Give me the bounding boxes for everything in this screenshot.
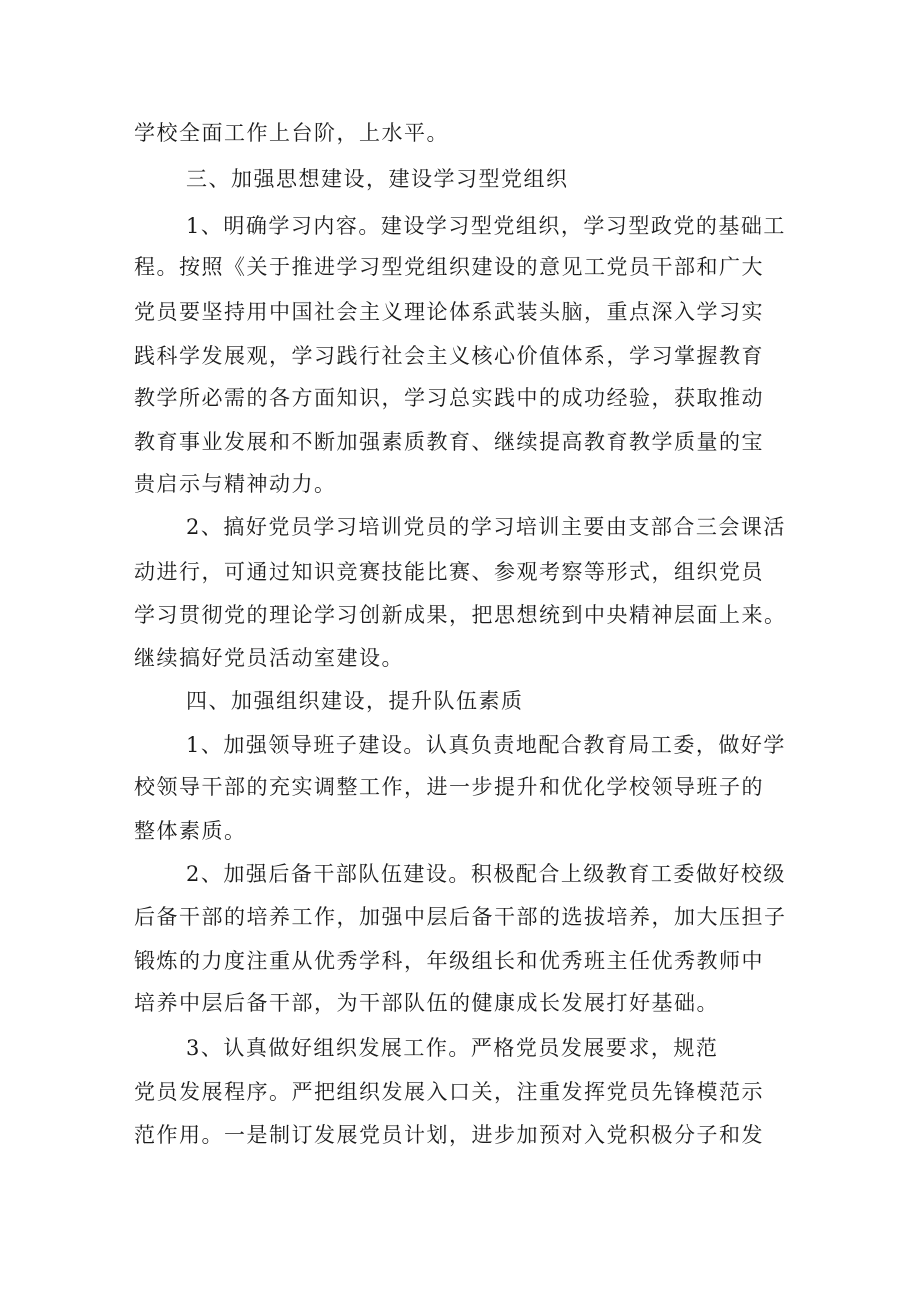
text-line: 继续搞好党员活动室建设。 — [134, 646, 404, 670]
text-line: 程。按照《关于推进学习型党组织建设的意见工党员干部和广大 — [134, 255, 764, 279]
text-line: 范作用。一是制订发展党员计划，进步加预对入党积极分子和发 — [134, 1123, 764, 1147]
section-heading: 三、加强思想建设，建设学习型党组织 — [186, 167, 569, 191]
text-line: 后备干部的培养工作，加强中层后备干部的选拔培养，加大压担子 — [134, 905, 787, 929]
text-line: 党员发展程序。严把组织发展入口关，注重发挥党员先锋模范示 — [134, 1080, 764, 1104]
text-line: 1、明确学习内容。建设学习型党组织，学习型政党的基础工 — [186, 214, 786, 238]
text-line: 教学所必需的各方面知识，学习总实践中的成功经验，获取推动 — [134, 386, 764, 410]
text-line: 党员要坚持用中国社会主义理论体系武装头脑，重点深入学习实 — [134, 300, 764, 324]
text-line: 校领导干部的充实调整工作，进一步提升和优化学校领导班子的 — [134, 775, 764, 799]
text-line: 动进行，可通过知识竞赛技能比赛、参观考察等形式，组织党员 — [134, 560, 764, 584]
text-line: 学习贯彻党的理论学习创新成果，把思想统到中央精神层面上来。 — [134, 603, 787, 627]
text-line: 整体素质。 — [134, 819, 247, 843]
text-line: 2、搞好党员学习培训党员的学习培训主要由支部合三会课活 — [186, 515, 786, 539]
section-heading: 四、加强组织建设，提升队伍素质 — [186, 689, 524, 713]
text-line: 践科学发展观，学习践行社会主义核心价值体系，学习掌握教育 — [134, 344, 764, 368]
text-line: 学校全面工作上台阶，上水平。 — [134, 121, 449, 145]
text-line: 贵启示与精神动力。 — [134, 472, 337, 496]
text-line: 3、认真做好组织发展工作。严格党员发展要求，规范 — [186, 1036, 719, 1060]
text-line: 2、加强后备干部队伍建设。积极配合上级教育工委做好校级 — [186, 862, 786, 886]
text-line: 1、加强领导班子建设。认真负责地配合教育局工委，做好学 — [186, 733, 786, 757]
text-line: 教育事业发展和不断加强素质教育、继续提高教育教学质量的宝 — [134, 430, 764, 454]
text-line: 锻炼的力度注重从优秀学科，年级组长和优秀班主任优秀教师中 — [134, 949, 764, 973]
text-line: 培养中层后备干部，为干部队伍的健康成长发展打好基础。 — [134, 991, 719, 1015]
